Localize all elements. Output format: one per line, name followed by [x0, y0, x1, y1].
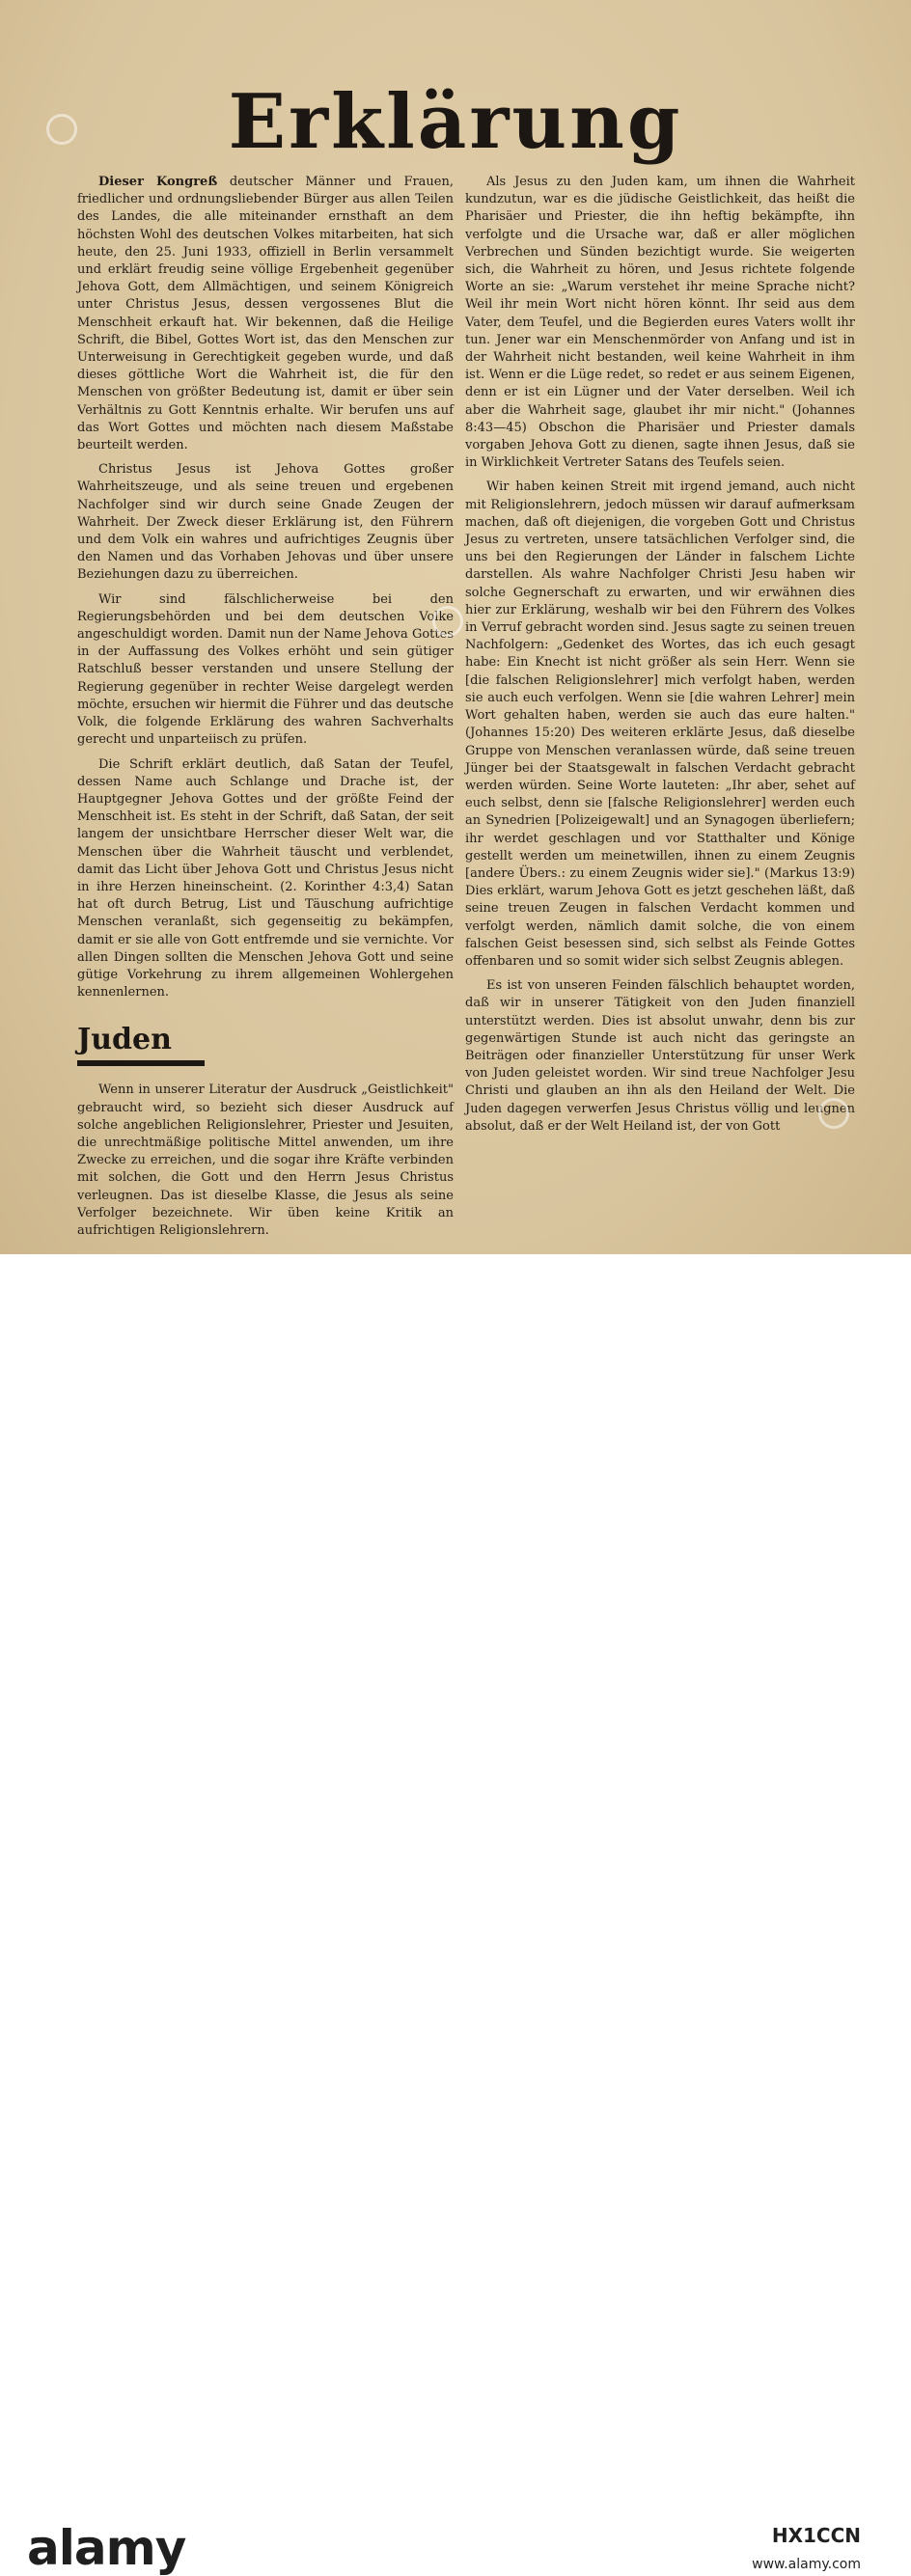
paragraph: Die Schrift erklärt deutlich, daß Satan der Teufel, dessen Name auch Schlange und Drache ist, der Hauptgegner Jehova Gottes und der größte Feind der Menschheit ist. Es steht in der Schrift, daß Satan, der seit langem der unsichtbare Herrscher dieser Welt war, die Menschen über die Wahrheit täuscht und verblendet, damit das Licht über Jehova Gott und Christus Jesus nicht in ihre Herzen hineinscheint. (2. Korinther 4:3,4) Satan hat oft durch Betrug, List und Täuschung aufrichtige Menschen veranlaßt, sich gegenseitig zu bekämpfen, damit er sie alle von Gott entfremde und sie vernichte. Vor allen Dingen sollten die Menschen Jehova Gott und seine gütige Vorkehrung zu ihrem allgemeinen Wohlergehen kennenlernen. [77, 756, 454, 1000]
right-column [465, 174, 855, 1142]
paragraph [77, 174, 454, 454]
watermark-icon [818, 1098, 849, 1129]
paragraph: Wir haben keinen Streit mit irgend jemand, auch nicht mit Religionslehrern, jedoch müssen wir darauf aufmerksam machen, daß oft diejenigen, die vorgeben Gott und Christus Jesus zu vertreten, unsere tatsächlichen Verfolger sind, die uns bei den Regierungen der Länder in falschem Lichte darstellen. Als wahre Nachfolger Christi Jesu haben wir solche Gegnerschaft zu erwarten, und wir erwähnen dies hier zur Erklärung, weshalb wir bei den Führern des Volkes in Verruf gebracht worden sind. Jesus sagte zu seinen treuen Nachfolgern: „Gedenket des Wortes, das ich euch gesagt habe: Ein Knecht ist nicht größer als sein Herr. Wenn sie [die falschen Religionslehrer] mich verfolgt haben, werden sie auch euch verfolgen. Wenn sie [die wahren Lehrer] mein Wort gehalten haben, werden sie auch das eure halten." (Johannes 15:20) Des weiteren erklärte Jesus, daß dieselbe Gruppe von Menschen veranlassen würde, daß seine treuen Jünger bei der Staatsgewalt in falschen Verdacht gebracht werden würden. Seine Worte lauteten: „Ihr aber, sehet auf euch selbst, denn sie [falsche Religionslehrer] werden euch an Synedrien [Polizeigewalt] und an Synagogen überliefern; ihr werdet geschlagen und vor Statthalter und Könige gestellt werden um meinetwillen, ihnen zu einem Zeugnis [andere Übers.: zu einem Zeugnis wider sie]." (Markus 13:9) Dies erklärt, warum Jehova Gott es jetzt geschehen läßt, daß seine treuen Zeugen in falschen Verdacht kommen und verfolgt werden, nämlich damit solche, die von einem falschen Geist besessen sind, sich selbst als Feinde Gottes offenbaren und so somit wider sich selbst Zeugnis ablegen. [465, 480, 855, 969]
paragraph: Als Jesus zu den Juden kam, um ihnen die Wahrheit kundzutun, war es die jüdische Geistlichkeit, das heißt die Pharisäer und Priester, die ihn heftig bekämpfte, ihn verfolgte und die Ursache war, daß er aller möglichen Verbrechen und Sünden bezichtigt wurde. Sie weigerten sich, die Wahrheit zu hören, und Jesus richtete folgende Worte an sie: „Warum verstehet ihr meine Sprache nicht? Weil ihr mein Wort nicht hören könnt. Ihr seid aus dem Vater, dem Teufel, und die Begierden eures Vaters wollt ihr tun. Jener war ein Menschenmörder von Anfang und ist in der Wahrheit nicht bestanden, weil keine Wahrheit in ihm ist. Wenn er die Lüge redet, so redet er aus seinem Eigenen, denn er ist ein Lügner und der Vater derselben. Weil ich aber die Wahrheit sage, glaubet ihr mir nicht." (Johannes 8:43—45) Obschon die Pharisäer und Priester damals vorgaben Jehova Gott zu dienen, sagte ihnen Jesus, daß sie in Wirklichkeit Vertreter Satans des Teufels seien. [465, 175, 855, 471]
paragraph: Wir sind fälschlicherweise bei den Regierungsbehörden und bei dem deutschen Volke angeschuldigt worden. Damit nun der Name Jehova Gottes in der Auffassung des Volkes erhöht und sein gütiger Ratschluß besser verstanden und unsere Stellung der Regierung gegenüber in rechter Weise dargelegt werden möchte, ersuchen wir hiermit die Führer und das deutsche Volk, die folgende Erklärung des wahren Sachverhalts gerecht und unparteiisch zu prüfen. [77, 591, 454, 748]
paragraph: Es ist von unseren Feinden fälschlich behauptet worden, daß wir in unserer Tätigkeit von den Juden finanziell unterstützt werden. Dies ist absolut unwahr, denn bis zur gegenwärtigen Stunde ist auch nicht das geringste an Beiträgen oder finanzieller Unterstützung für unser Werk von Juden geleistet worden. Wir sind treue Nachfolger Jesu Christi und glauben an ihn als den Heiland der Welt. Die Juden dagegen verwerfen Jesus Christus völlig und leugnen absolut, daß er der Welt Heiland ist, der von Gott [465, 978, 855, 1134]
paragraph: Wenn in unserer Literatur der Ausdruck „Geistlichkeit" gebraucht wird, so bezieht sich dieser Ausdruck auf solche angeblichen Religionslehrer, Priester und Jesuiten, die unrechtmäßige politische Mittel anwenden, um ihre Zwecke zu erreichen, und die sogar ihre Kräfte verbinden mit solchen, die Gott und den Herrn Jesus Christus verleugnen. Das ist dieselbe Klasse, die Jesus als seine Verfolger bezeichnete. Wir üben keine Kritik an aufrichtigen Religionslehrern. [77, 1082, 454, 1238]
stock-footer [0, 1254, 911, 2576]
image-id: HX1CCN [771, 2524, 861, 2547]
page-title: Erklärung [228, 78, 683, 166]
left-column [77, 174, 454, 1247]
paragraph-text: deutscher Männer und Frauen, friedlicher und ordnungsliebender Bürger aus allen Teilen des Landes, die alle miteinander ernsthaft an dem höchsten Wohl des deutschen Volkes mitarbeiten, hat sich heute, den 25. Juni 1933, offiziell in Berlin versammelt und erklärt freudig seine völlige Ergebenheit gegenüber Jehova Gott, dem Allmächtigen, und seinem Königreich unter Christus Jesus, dessen vergossenes Blut die Menschheit erkauft hat. Wir bekennen, daß die Heilige Schrift, die Bibel, Gottes Wort ist, das den Menschen zur Unterweisung in Gerechtigkeit gegeben wurde, und daß dieses göttliche Wort die Wahrheit ist, die für den Menschen von größter Bedeutung ist, damit er über sein Verhältnis zu Gott Kenntnis erhalte. Wir berufen uns auf das Wort Gottes und möchten nach diesem Maßstabe beurteilt werden. [77, 175, 455, 453]
paragraph: Christus Jesus ist Jehova Gottes großer Wahrheitszeuge, und als seine treuen und ergebenen Nachfolger sind wir durch seine Gnade Zeugen der Wahrheit. Der Zweck dieser Erklärung ist, den Führern und dem Volk ein wahres und aufrichtiges Zeugnis über den Namen und das Vorhaben Jehovas und über unsere Beziehungen dazu zu überreichen. [77, 462, 454, 583]
section-heading: Juden [77, 1024, 205, 1066]
watermark-icon [46, 114, 77, 145]
document-page [0, 0, 911, 1254]
watermark-icon [432, 606, 463, 637]
brand-logo: alamy [27, 2520, 186, 2576]
lead-text: Dieser Kongreß [98, 175, 218, 189]
site-url[interactable]: www.alamy.com [752, 2557, 861, 2572]
